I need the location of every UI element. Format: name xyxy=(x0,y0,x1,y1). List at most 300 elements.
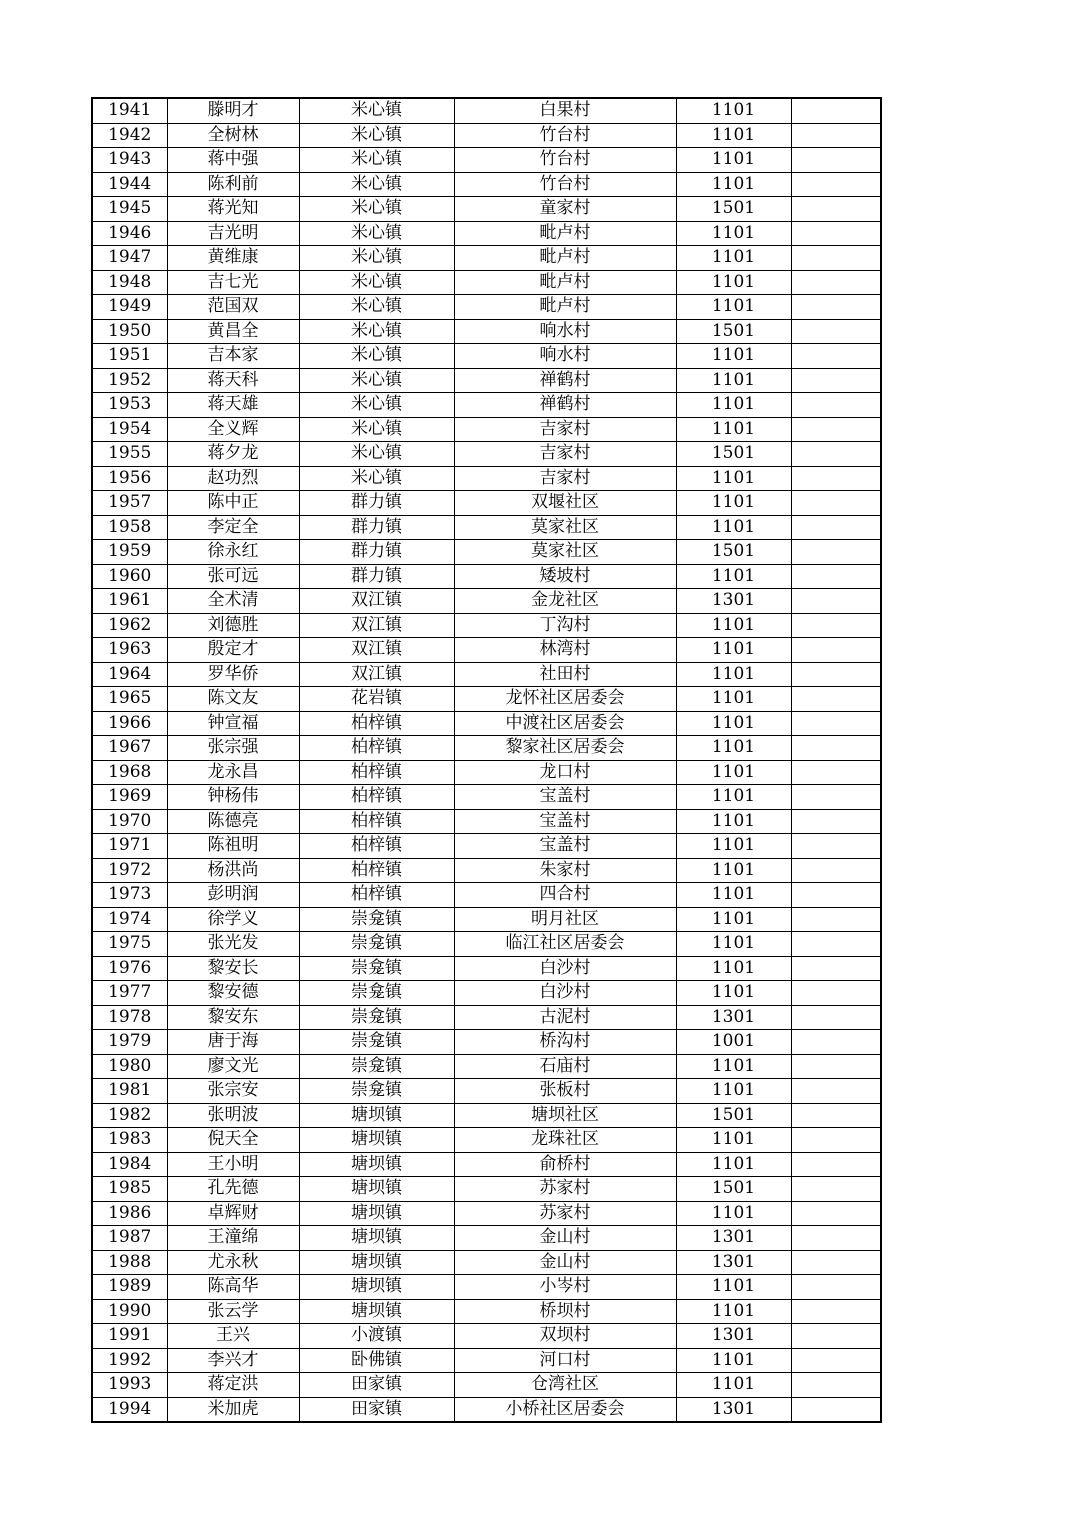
cell-village: 吉家村 xyxy=(454,466,676,491)
cell-town: 群力镇 xyxy=(299,540,454,565)
cell-serial: 1959 xyxy=(92,540,167,565)
cell-code: 1101 xyxy=(676,883,791,908)
cell-code: 1101 xyxy=(676,932,791,957)
table-row xyxy=(92,1152,881,1177)
cell-village: 中渡社区居委会 xyxy=(454,711,676,736)
cell-name: 张明波 xyxy=(167,1103,299,1128)
cell-code: 1101 xyxy=(676,1201,791,1226)
cell-note xyxy=(791,319,881,344)
cell-name: 彭明润 xyxy=(167,883,299,908)
cell-town: 塘坝镇 xyxy=(299,1152,454,1177)
cell-name: 陈文友 xyxy=(167,687,299,712)
table-row xyxy=(92,638,881,663)
cell-serial: 1946 xyxy=(92,221,167,246)
cell-note xyxy=(791,1324,881,1349)
table-row xyxy=(92,1079,881,1104)
cell-serial: 1976 xyxy=(92,956,167,981)
cell-town: 崇龛镇 xyxy=(299,907,454,932)
cell-serial: 1954 xyxy=(92,417,167,442)
cell-village: 宝盖村 xyxy=(454,834,676,859)
cell-note xyxy=(791,123,881,148)
cell-town: 米心镇 xyxy=(299,148,454,173)
table-row xyxy=(92,1250,881,1275)
cell-serial: 1980 xyxy=(92,1054,167,1079)
cell-serial: 1961 xyxy=(92,589,167,614)
cell-town: 米心镇 xyxy=(299,393,454,418)
table-row xyxy=(92,197,881,222)
cell-note xyxy=(791,1348,881,1373)
cell-name: 钟杨伟 xyxy=(167,785,299,810)
table-row xyxy=(92,1275,881,1300)
cell-serial: 1967 xyxy=(92,736,167,761)
table-row xyxy=(92,1324,881,1349)
cell-code: 1101 xyxy=(676,270,791,295)
cell-town: 米心镇 xyxy=(299,197,454,222)
cell-serial: 1964 xyxy=(92,662,167,687)
cell-code: 1101 xyxy=(676,662,791,687)
cell-note xyxy=(791,760,881,785)
cell-note xyxy=(791,1250,881,1275)
cell-code: 1101 xyxy=(676,760,791,785)
cell-note xyxy=(791,1275,881,1300)
cell-note xyxy=(791,1005,881,1030)
cell-note xyxy=(791,1226,881,1251)
cell-village: 金山村 xyxy=(454,1226,676,1251)
cell-code: 1101 xyxy=(676,1079,791,1104)
cell-town: 米心镇 xyxy=(299,417,454,442)
table-row xyxy=(92,246,881,271)
cell-serial: 1944 xyxy=(92,172,167,197)
cell-serial: 1991 xyxy=(92,1324,167,1349)
cell-serial: 1974 xyxy=(92,907,167,932)
table-row xyxy=(92,809,881,834)
cell-name: 尤永秋 xyxy=(167,1250,299,1275)
table-row xyxy=(92,515,881,540)
cell-code: 1501 xyxy=(676,1103,791,1128)
cell-serial: 1962 xyxy=(92,613,167,638)
cell-village: 河口村 xyxy=(454,1348,676,1373)
cell-serial: 1960 xyxy=(92,564,167,589)
cell-name: 李定全 xyxy=(167,515,299,540)
cell-serial: 1968 xyxy=(92,760,167,785)
cell-town: 崇龛镇 xyxy=(299,1079,454,1104)
cell-village: 俞桥村 xyxy=(454,1152,676,1177)
cell-town: 柏梓镇 xyxy=(299,760,454,785)
cell-town: 崇龛镇 xyxy=(299,956,454,981)
cell-village: 双坝村 xyxy=(454,1324,676,1349)
cell-serial: 1941 xyxy=(92,98,167,123)
cell-village: 禅鹤村 xyxy=(454,368,676,393)
cell-village: 毗卢村 xyxy=(454,295,676,320)
table-row xyxy=(92,907,881,932)
cell-town: 塘坝镇 xyxy=(299,1250,454,1275)
cell-town: 双江镇 xyxy=(299,662,454,687)
table-row xyxy=(92,1177,881,1202)
cell-code: 1101 xyxy=(676,564,791,589)
table-row xyxy=(92,270,881,295)
cell-name: 徐学义 xyxy=(167,907,299,932)
cell-name: 钟宣福 xyxy=(167,711,299,736)
cell-note xyxy=(791,785,881,810)
cell-village: 宝盖村 xyxy=(454,785,676,810)
cell-serial: 1987 xyxy=(92,1226,167,1251)
cell-note xyxy=(791,883,881,908)
cell-town: 米心镇 xyxy=(299,319,454,344)
cell-name: 赵功烈 xyxy=(167,466,299,491)
cell-town: 崇龛镇 xyxy=(299,1030,454,1055)
cell-name: 廖文光 xyxy=(167,1054,299,1079)
table-row xyxy=(92,883,881,908)
cell-serial: 1951 xyxy=(92,344,167,369)
cell-town: 米心镇 xyxy=(299,344,454,369)
cell-name: 滕明才 xyxy=(167,98,299,123)
cell-code: 1101 xyxy=(676,736,791,761)
cell-serial: 1989 xyxy=(92,1275,167,1300)
cell-name: 杨洪尚 xyxy=(167,858,299,883)
cell-code: 1501 xyxy=(676,197,791,222)
table-row xyxy=(92,368,881,393)
cell-note xyxy=(791,1201,881,1226)
cell-town: 柏梓镇 xyxy=(299,834,454,859)
cell-town: 花岩镇 xyxy=(299,687,454,712)
cell-note xyxy=(791,417,881,442)
cell-note xyxy=(791,564,881,589)
cell-name: 蒋夕龙 xyxy=(167,442,299,467)
cell-town: 塘坝镇 xyxy=(299,1128,454,1153)
cell-village: 临江社区居委会 xyxy=(454,932,676,957)
table-row xyxy=(92,1201,881,1226)
cell-code: 1301 xyxy=(676,1397,791,1422)
cell-code: 1501 xyxy=(676,442,791,467)
cell-village: 金龙社区 xyxy=(454,589,676,614)
cell-serial: 1955 xyxy=(92,442,167,467)
table-row xyxy=(92,442,881,467)
cell-note xyxy=(791,1397,881,1422)
table-row xyxy=(92,98,881,123)
cell-village: 丁沟村 xyxy=(454,613,676,638)
cell-village: 塘坝社区 xyxy=(454,1103,676,1128)
cell-name: 张宗安 xyxy=(167,1079,299,1104)
cell-village: 宝盖村 xyxy=(454,809,676,834)
cell-name: 蒋天雄 xyxy=(167,393,299,418)
cell-serial: 1983 xyxy=(92,1128,167,1153)
cell-serial: 1971 xyxy=(92,834,167,859)
cell-note xyxy=(791,834,881,859)
cell-town: 米心镇 xyxy=(299,295,454,320)
cell-town: 群力镇 xyxy=(299,491,454,516)
cell-village: 朱家村 xyxy=(454,858,676,883)
cell-name: 米加虎 xyxy=(167,1397,299,1422)
cell-note xyxy=(791,270,881,295)
cell-note xyxy=(791,148,881,173)
cell-serial: 1993 xyxy=(92,1373,167,1398)
cell-code: 1101 xyxy=(676,172,791,197)
cell-serial: 1945 xyxy=(92,197,167,222)
table-row xyxy=(92,344,881,369)
cell-serial: 1957 xyxy=(92,491,167,516)
cell-code: 1101 xyxy=(676,368,791,393)
cell-name: 王潼绵 xyxy=(167,1226,299,1251)
cell-village: 毗卢村 xyxy=(454,246,676,271)
cell-name: 全树林 xyxy=(167,123,299,148)
cell-serial: 1970 xyxy=(92,809,167,834)
cell-note xyxy=(791,907,881,932)
cell-village: 龙口村 xyxy=(454,760,676,785)
cell-serial: 1979 xyxy=(92,1030,167,1055)
cell-village: 苏家村 xyxy=(454,1177,676,1202)
cell-serial: 1952 xyxy=(92,368,167,393)
roster-table xyxy=(91,97,882,1423)
cell-serial: 1963 xyxy=(92,638,167,663)
cell-village: 小岑村 xyxy=(454,1275,676,1300)
table-row xyxy=(92,858,881,883)
cell-name: 王小明 xyxy=(167,1152,299,1177)
cell-serial: 1994 xyxy=(92,1397,167,1422)
cell-name: 吉七光 xyxy=(167,270,299,295)
cell-note xyxy=(791,638,881,663)
table-row xyxy=(92,981,881,1006)
cell-serial: 1975 xyxy=(92,932,167,957)
cell-code: 1101 xyxy=(676,1299,791,1324)
cell-town: 塘坝镇 xyxy=(299,1201,454,1226)
cell-village: 龙珠社区 xyxy=(454,1128,676,1153)
cell-code: 1301 xyxy=(676,1005,791,1030)
cell-village: 白沙村 xyxy=(454,956,676,981)
cell-note xyxy=(791,711,881,736)
cell-name: 范国双 xyxy=(167,295,299,320)
cell-code: 1101 xyxy=(676,711,791,736)
cell-name: 全义辉 xyxy=(167,417,299,442)
cell-name: 唐于海 xyxy=(167,1030,299,1055)
cell-note xyxy=(791,221,881,246)
cell-name: 全术清 xyxy=(167,589,299,614)
cell-town: 柏梓镇 xyxy=(299,785,454,810)
cell-code: 1101 xyxy=(676,687,791,712)
cell-serial: 1943 xyxy=(92,148,167,173)
cell-serial: 1969 xyxy=(92,785,167,810)
table-row xyxy=(92,956,881,981)
cell-name: 吉本家 xyxy=(167,344,299,369)
cell-name: 张可远 xyxy=(167,564,299,589)
cell-town: 群力镇 xyxy=(299,564,454,589)
cell-serial: 1977 xyxy=(92,981,167,1006)
cell-serial: 1965 xyxy=(92,687,167,712)
cell-name: 李兴才 xyxy=(167,1348,299,1373)
cell-note xyxy=(791,981,881,1006)
table-row xyxy=(92,319,881,344)
cell-village: 桥坝村 xyxy=(454,1299,676,1324)
cell-code: 1101 xyxy=(676,1373,791,1398)
cell-name: 殷定才 xyxy=(167,638,299,663)
cell-village: 龙怀社区居委会 xyxy=(454,687,676,712)
cell-name: 张云学 xyxy=(167,1299,299,1324)
cell-name: 黎安德 xyxy=(167,981,299,1006)
table-row xyxy=(92,589,881,614)
cell-code: 1101 xyxy=(676,417,791,442)
table-row xyxy=(92,295,881,320)
cell-village: 毗卢村 xyxy=(454,221,676,246)
cell-village: 石庙村 xyxy=(454,1054,676,1079)
table-row xyxy=(92,1348,881,1373)
cell-village: 社田村 xyxy=(454,662,676,687)
table-row xyxy=(92,1005,881,1030)
cell-name: 王兴 xyxy=(167,1324,299,1349)
cell-name: 龙永昌 xyxy=(167,760,299,785)
cell-name: 陈中正 xyxy=(167,491,299,516)
cell-village: 竹台村 xyxy=(454,123,676,148)
cell-town: 田家镇 xyxy=(299,1373,454,1398)
cell-code: 1101 xyxy=(676,1275,791,1300)
cell-name: 徐永红 xyxy=(167,540,299,565)
cell-note xyxy=(791,1054,881,1079)
table-row xyxy=(92,564,881,589)
cell-town: 崇龛镇 xyxy=(299,932,454,957)
cell-village: 四合村 xyxy=(454,883,676,908)
cell-code: 1101 xyxy=(676,98,791,123)
cell-note xyxy=(791,1079,881,1104)
table-row xyxy=(92,662,881,687)
cell-note xyxy=(791,956,881,981)
cell-code: 1101 xyxy=(676,613,791,638)
cell-town: 群力镇 xyxy=(299,515,454,540)
cell-serial: 1958 xyxy=(92,515,167,540)
cell-serial: 1950 xyxy=(92,319,167,344)
cell-village: 莫家社区 xyxy=(454,540,676,565)
cell-name: 孔先德 xyxy=(167,1177,299,1202)
cell-name: 刘德胜 xyxy=(167,613,299,638)
cell-village: 明月社区 xyxy=(454,907,676,932)
table-row xyxy=(92,1226,881,1251)
table-row xyxy=(92,393,881,418)
table-row xyxy=(92,221,881,246)
cell-note xyxy=(791,515,881,540)
cell-town: 塘坝镇 xyxy=(299,1177,454,1202)
cell-village: 双堰社区 xyxy=(454,491,676,516)
cell-note xyxy=(791,1152,881,1177)
cell-town: 米心镇 xyxy=(299,172,454,197)
cell-serial: 1947 xyxy=(92,246,167,271)
table-row xyxy=(92,1299,881,1324)
cell-code: 1501 xyxy=(676,540,791,565)
cell-note xyxy=(791,368,881,393)
cell-town: 塘坝镇 xyxy=(299,1275,454,1300)
cell-village: 古泥村 xyxy=(454,1005,676,1030)
table-row xyxy=(92,613,881,638)
cell-note xyxy=(791,736,881,761)
cell-note xyxy=(791,172,881,197)
cell-serial: 1973 xyxy=(92,883,167,908)
cell-village: 仓湾社区 xyxy=(454,1373,676,1398)
cell-village: 吉家村 xyxy=(454,442,676,467)
cell-name: 陈祖明 xyxy=(167,834,299,859)
cell-code: 1101 xyxy=(676,1152,791,1177)
cell-town: 米心镇 xyxy=(299,466,454,491)
cell-serial: 1956 xyxy=(92,466,167,491)
cell-code: 1101 xyxy=(676,491,791,516)
cell-town: 塘坝镇 xyxy=(299,1226,454,1251)
cell-village: 竹台村 xyxy=(454,148,676,173)
cell-code: 1101 xyxy=(676,123,791,148)
table-row xyxy=(92,687,881,712)
cell-note xyxy=(791,442,881,467)
cell-village: 苏家村 xyxy=(454,1201,676,1226)
cell-code: 1101 xyxy=(676,148,791,173)
cell-code: 1501 xyxy=(676,319,791,344)
cell-serial: 1942 xyxy=(92,123,167,148)
cell-village: 桥沟村 xyxy=(454,1030,676,1055)
cell-name: 陈利前 xyxy=(167,172,299,197)
cell-note xyxy=(791,393,881,418)
cell-village: 童家村 xyxy=(454,197,676,222)
cell-name: 黎安东 xyxy=(167,1005,299,1030)
cell-serial: 1988 xyxy=(92,1250,167,1275)
cell-note xyxy=(791,589,881,614)
cell-town: 柏梓镇 xyxy=(299,883,454,908)
cell-serial: 1986 xyxy=(92,1201,167,1226)
cell-note xyxy=(791,246,881,271)
cell-note xyxy=(791,540,881,565)
cell-code: 1101 xyxy=(676,221,791,246)
cell-town: 小渡镇 xyxy=(299,1324,454,1349)
table-row xyxy=(92,760,881,785)
cell-note xyxy=(791,1030,881,1055)
cell-town: 田家镇 xyxy=(299,1397,454,1422)
cell-note xyxy=(791,662,881,687)
cell-town: 柏梓镇 xyxy=(299,736,454,761)
cell-name: 倪天全 xyxy=(167,1128,299,1153)
cell-code: 1101 xyxy=(676,393,791,418)
table-row xyxy=(92,1397,881,1422)
cell-town: 双江镇 xyxy=(299,613,454,638)
cell-name: 蒋定洪 xyxy=(167,1373,299,1398)
table-row xyxy=(92,148,881,173)
cell-name: 张光发 xyxy=(167,932,299,957)
cell-code: 1101 xyxy=(676,809,791,834)
cell-name: 黎安长 xyxy=(167,956,299,981)
cell-note xyxy=(791,98,881,123)
table-row xyxy=(92,417,881,442)
cell-serial: 1972 xyxy=(92,858,167,883)
table-row xyxy=(92,466,881,491)
cell-name: 罗华侨 xyxy=(167,662,299,687)
cell-serial: 1981 xyxy=(92,1079,167,1104)
cell-code: 1101 xyxy=(676,638,791,663)
table-row xyxy=(92,736,881,761)
cell-town: 米心镇 xyxy=(299,246,454,271)
table-row xyxy=(92,172,881,197)
cell-village: 小桥社区居委会 xyxy=(454,1397,676,1422)
cell-village: 响水村 xyxy=(454,319,676,344)
cell-town: 塘坝镇 xyxy=(299,1299,454,1324)
cell-serial: 1978 xyxy=(92,1005,167,1030)
cell-name: 吉光明 xyxy=(167,221,299,246)
cell-serial: 1985 xyxy=(92,1177,167,1202)
table-row xyxy=(92,932,881,957)
cell-code: 1101 xyxy=(676,834,791,859)
cell-village: 金山村 xyxy=(454,1250,676,1275)
cell-note xyxy=(791,295,881,320)
cell-town: 双江镇 xyxy=(299,589,454,614)
cell-town: 崇龛镇 xyxy=(299,1005,454,1030)
cell-town: 双江镇 xyxy=(299,638,454,663)
cell-name: 蒋光知 xyxy=(167,197,299,222)
cell-town: 米心镇 xyxy=(299,98,454,123)
cell-note xyxy=(791,344,881,369)
cell-name: 陈德亮 xyxy=(167,809,299,834)
cell-town: 米心镇 xyxy=(299,221,454,246)
cell-name: 张宗强 xyxy=(167,736,299,761)
cell-code: 1101 xyxy=(676,466,791,491)
